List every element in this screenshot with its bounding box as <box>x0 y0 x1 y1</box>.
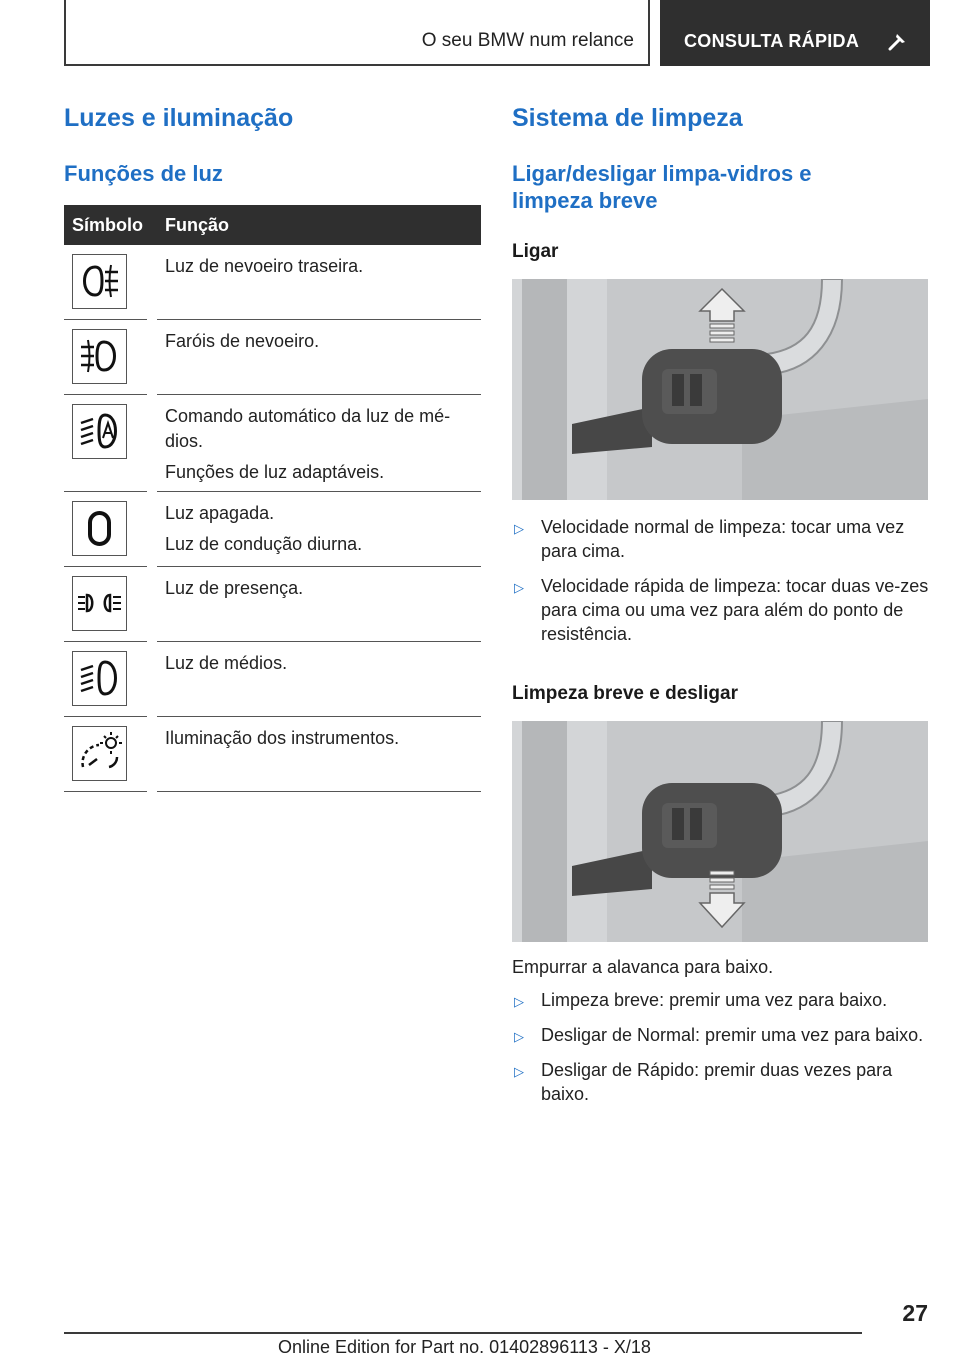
function-text: Luz de condução diurna. <box>165 534 363 554</box>
front-fog-light-icon <box>73 330 126 383</box>
header-chapter-box <box>64 0 650 66</box>
function-text: Luz de nevoeiro traseira. <box>165 256 364 276</box>
function-text: Luz de presença. <box>165 578 304 598</box>
subtitle-light-functions: Funções de luz <box>64 161 223 186</box>
section-title-lights: Luzes e iluminação <box>64 104 294 132</box>
function-text: Luz apagada. <box>165 503 275 523</box>
header-section-box <box>660 0 930 66</box>
light-functions-table <box>64 205 481 792</box>
off-options-list <box>512 988 932 1117</box>
table-row <box>64 717 481 792</box>
list-item: ▷ Velocidade normal de limpeza: tocar uma vez para cima. <box>514 517 905 561</box>
triangle-bullet-icon: ▷ <box>514 994 524 1009</box>
triangle-bullet-icon: ▷ <box>514 1064 524 1079</box>
function-text: Faróis de nevoeiro. <box>165 331 320 351</box>
on-options-list <box>512 515 932 657</box>
heading-brief-off: Limpeza breve e desligar <box>512 683 738 704</box>
light-off-icon <box>73 502 126 555</box>
rear-fog-light-icon <box>73 255 126 308</box>
wiper-lever-down-illustration <box>512 721 928 942</box>
wiper-lever-up-illustration <box>512 279 928 500</box>
table-row <box>64 320 481 395</box>
low-beam-icon <box>73 652 126 705</box>
table-row <box>64 395 481 492</box>
header-section: CONSULTA RÁPIDA <box>684 31 860 51</box>
table-row <box>64 642 481 717</box>
function-text: Luz de médios. <box>165 653 288 673</box>
wrench-icon <box>887 30 909 52</box>
function-text: Comando automático da luz de mé-dios. <box>165 406 451 451</box>
push-down-text: Empurrar a alavanca para baixo. <box>512 957 774 977</box>
list-item: ▷ Desligar de Normal: premir uma vez para baixo. <box>512 1023 932 1047</box>
section-title-cleaning: Sistema de limpeza <box>512 104 743 132</box>
list-item: ▷ Desligar de Rápido: premir duas vezes para baixo. <box>514 1060 893 1104</box>
list-item: ▷ Velocidade rápida de limpeza: tocar duas ve-zes para cima ou uma vez para além do ponto de resistência. <box>514 576 929 644</box>
table-row <box>64 492 481 567</box>
table-row <box>64 245 481 320</box>
triangle-bullet-icon: ▷ <box>514 521 524 536</box>
col-function: Função <box>165 215 230 235</box>
header-chapter: O seu BMW num relance <box>421 30 634 51</box>
footer-divider <box>64 1332 862 1334</box>
page-number: 27 <box>902 1300 928 1326</box>
col-symbol: Símbolo <box>72 215 143 235</box>
subtitle-wipers: Ligar/desligar limpa-vidros e limpeza breve <box>512 161 812 213</box>
auto-low-beam-icon <box>73 405 126 458</box>
heading-on: Ligar <box>512 241 559 262</box>
triangle-bullet-icon: ▷ <box>514 1029 524 1044</box>
parking-light-icon <box>73 577 126 630</box>
function-text: Funções de luz adaptáveis. <box>165 462 385 482</box>
list-item: ▷ Limpeza breve: premir uma vez para baixo. <box>512 988 932 1012</box>
instrument-lighting-icon <box>73 727 126 780</box>
function-text: Iluminação dos instrumentos. <box>165 728 400 748</box>
table-row <box>64 567 481 642</box>
triangle-bullet-icon: ▷ <box>514 580 524 595</box>
footer-edition: Online Edition for Part no. 01402896113 - X/18 <box>278 1337 651 1357</box>
table-header <box>64 205 481 245</box>
